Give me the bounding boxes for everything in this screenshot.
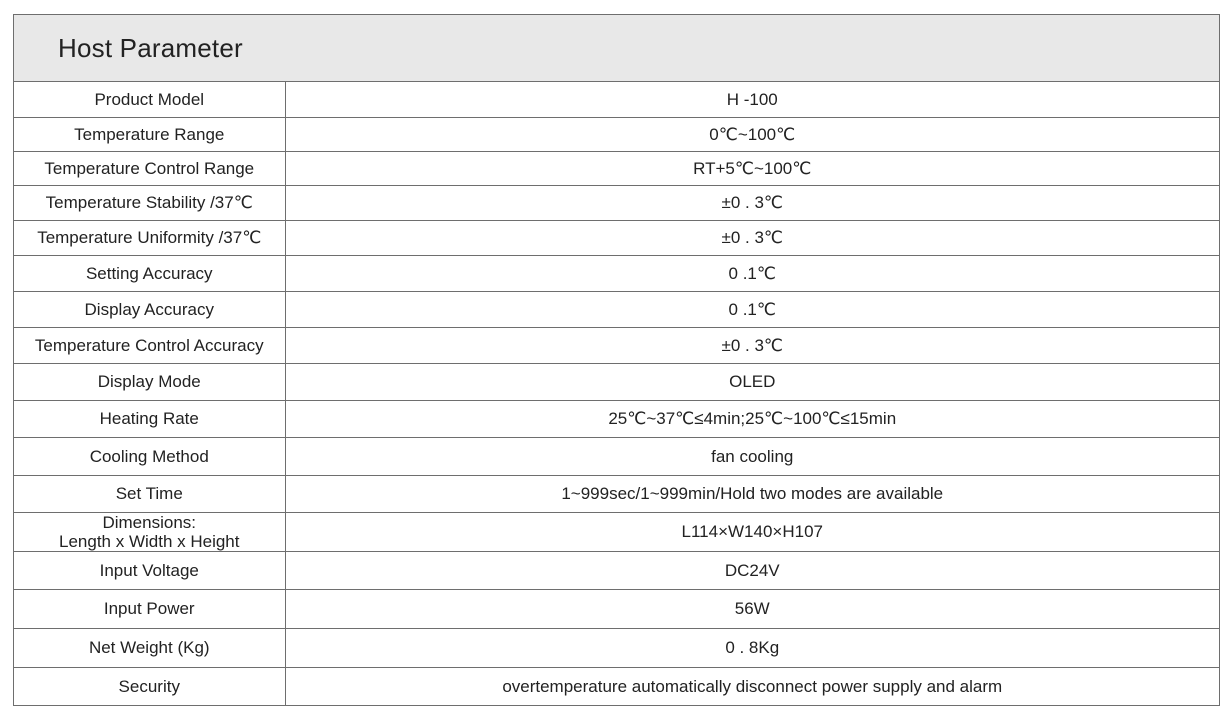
row-label: Heating Rate xyxy=(14,400,285,437)
row-value: 0 . 8Kg xyxy=(285,628,1219,667)
table-row xyxy=(14,291,1219,327)
row-value: L114×W140×H107 xyxy=(285,512,1219,551)
row-value: 1~999sec/1~999min/Hold two modes are available xyxy=(285,475,1219,512)
table-row xyxy=(14,82,1219,117)
table-row xyxy=(14,475,1219,512)
table-row xyxy=(14,400,1219,437)
table-row xyxy=(14,151,1219,185)
table-row xyxy=(14,185,1219,220)
row-value: 0 .1℃ xyxy=(285,255,1219,291)
table-row xyxy=(14,667,1219,705)
row-label: Display Accuracy xyxy=(14,291,285,327)
row-value: fan cooling xyxy=(285,437,1219,475)
table-row xyxy=(14,363,1219,400)
row-label-line-2: Length x Width x Height xyxy=(59,531,240,551)
row-label: Temperature Range xyxy=(14,117,285,151)
row-value: ±0 . 3℃ xyxy=(285,327,1219,363)
host-parameter-table xyxy=(13,14,1220,706)
row-label-dimensions xyxy=(14,512,285,551)
row-value: 0 .1℃ xyxy=(285,291,1219,327)
table-row xyxy=(14,551,1219,589)
row-label: Input Voltage xyxy=(14,551,285,589)
row-label-line-1: Dimensions: xyxy=(102,512,197,532)
row-label: Setting Accuracy xyxy=(14,255,285,291)
row-label: Input Power xyxy=(14,589,285,628)
row-value: OLED xyxy=(285,363,1219,400)
row-label: Display Mode xyxy=(14,363,285,400)
row-label: Temperature Uniformity /37℃ xyxy=(14,220,285,255)
row-value: 25℃~37℃≤4min;25℃~100℃≤15min xyxy=(285,400,1219,437)
table-row xyxy=(14,220,1219,255)
table-header xyxy=(14,15,1219,82)
row-value: 0℃~100℃ xyxy=(285,117,1219,151)
row-value: RT+5℃~100℃ xyxy=(285,151,1219,185)
row-label: Temperature Stability /37℃ xyxy=(14,185,285,220)
table-title: Host Parameter xyxy=(58,32,243,63)
table-row xyxy=(14,327,1219,363)
row-value: ±0 . 3℃ xyxy=(285,220,1219,255)
table-row xyxy=(14,589,1219,628)
row-value: DC24V xyxy=(285,551,1219,589)
row-label: Cooling Method xyxy=(14,437,285,475)
row-label: Temperature Control Range xyxy=(14,151,285,185)
row-value: H -100 xyxy=(726,89,778,109)
parameter-table xyxy=(14,82,1219,705)
table-row xyxy=(14,628,1219,667)
row-value: ±0 . 3℃ xyxy=(285,185,1219,220)
row-label: Product Model xyxy=(14,82,285,117)
row-label: Temperature Control Accuracy xyxy=(14,327,285,363)
table-row xyxy=(14,437,1219,475)
table-row xyxy=(14,255,1219,291)
row-label: Security xyxy=(14,667,285,705)
table-row xyxy=(14,117,1219,151)
row-label: Net Weight (Kg) xyxy=(14,628,285,667)
row-value: 56W xyxy=(285,589,1219,628)
row-label: Set Time xyxy=(14,475,285,512)
table-row xyxy=(14,512,1219,551)
row-value: overtemperature automatically disconnect power supply and alarm xyxy=(285,667,1219,705)
